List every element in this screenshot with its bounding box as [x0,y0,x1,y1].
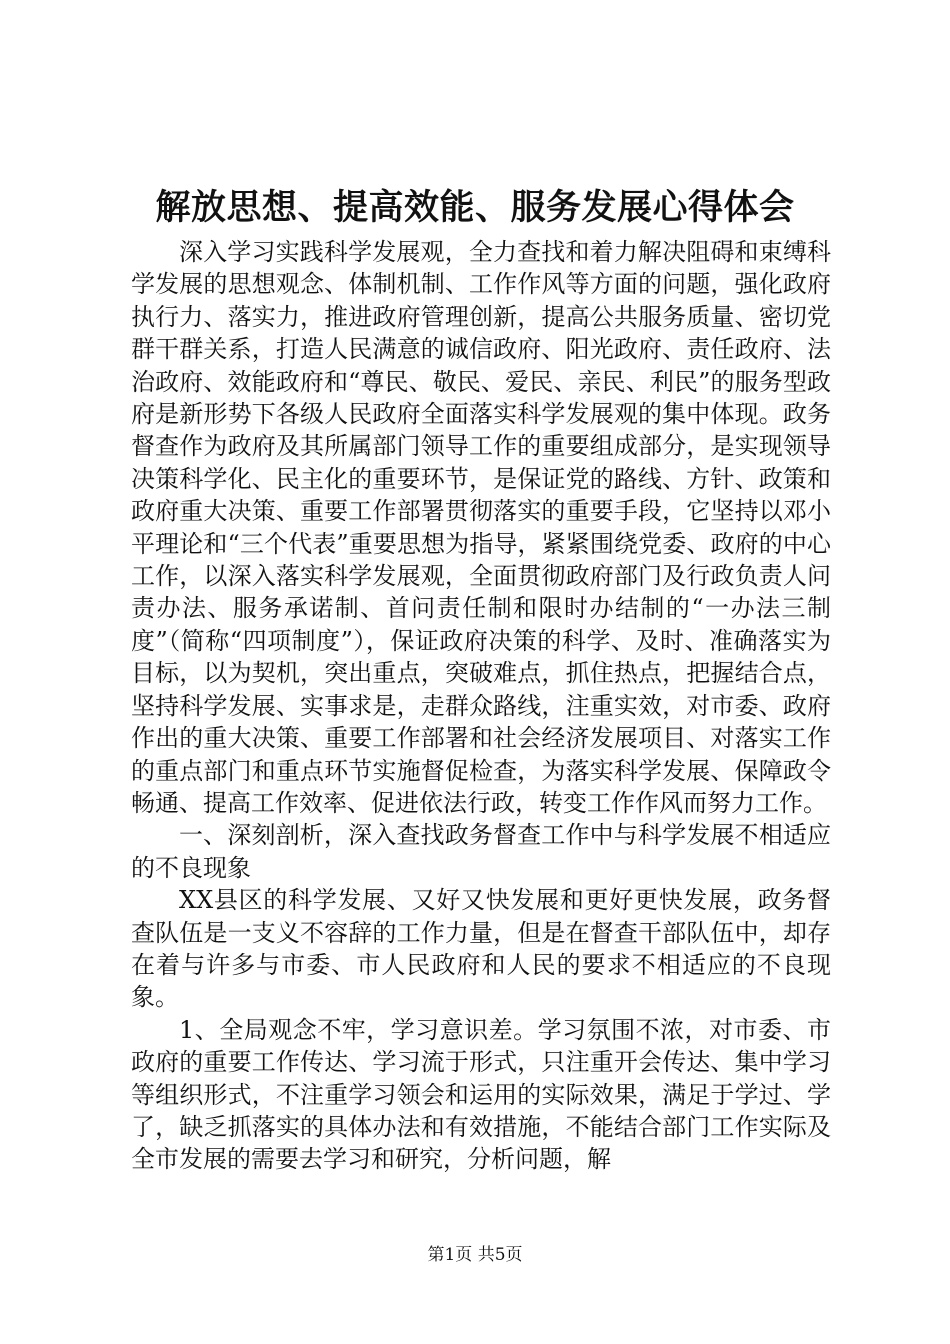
paragraph-section-heading: 一、深刻剖析，深入查找政务督查工作中与科学发展不相适应的不良现象 [131,821,831,882]
document-body [131,236,831,1176]
document-title: 解放思想、提高效能、服务发展心得体会 [155,187,795,228]
paragraph-intro: 深入学习实践科学发展观，全力查找和着力解决阻碍和束缚科学发展的思想观念、体制机制、工作作风等方面的问题，强化政府执行力、落实力，推进政府管理创新，提高公共服务质量、密切党群干群关系，打造人民满意的诚信政府、阳光政府、责任政府、法治政府、效能政府和“尊民、敬民、爱民、亲民、利民”的服务型政府是新形势下各级人民政府全面落实科学发展观的集中体现。政务督查作为政府及其所属部门领导工作的重要组成部分，是实现领导决策科学化、民主化的重要环节，是保证党的路线、方针、政策和政府重大决策、重要工作部署贯彻落实的重要手段，它坚持以邓小平理论和“三个代表”重要思想为指导，紧紧围绕党委、政府的中心工作，以深入落实科学发展观，全面贯彻政府部门及行政负责人问责办法、服务承诺制、首问责任制和限时办结制的“一办法三制度”（简称“四项制度”），保证政府决策的科学、及时、准确落实为目标，以为契机，突出重点，突破难点，抓住热点，把握结合点，坚持科学发展、实事求是，走群众路线，注重实效，对市委、政府作出的重大决策、重要工作部署和社会经济发展项目、对落实工作的重点部门和重点环节实施督促检查，为落实科学发展、保障政令畅通、提高工作效率、促进依法行政，转变工作作风而努力工作。 [131,238,831,817]
page-number-footer: 第1页 共5页 [427,1245,523,1265]
paragraph-section-body: XX县区的科学发展、又好又快发展和更好更快发展，政务督查队伍是一支义不容辞的工作力量，但是在督查干部队伍中，却存在着与许多与市委、市人民政府和人民的要求不相适应的不良现象。 [131,886,831,1012]
paragraph-point-1: 1、全局观念不牢，学习意识差。学习氛围不浓，对市委、市政府的重要工作传达、学习流于形式，只注重开会传达、集中学习等组织形式，不注重学习领会和运用的实际效果，满足于学过、学了，缺乏抓落实的具体办法和有效措施，不能结合部门工作实际及全市发展的需要去学习和研究，分析问题，解 [131,1015,831,1174]
